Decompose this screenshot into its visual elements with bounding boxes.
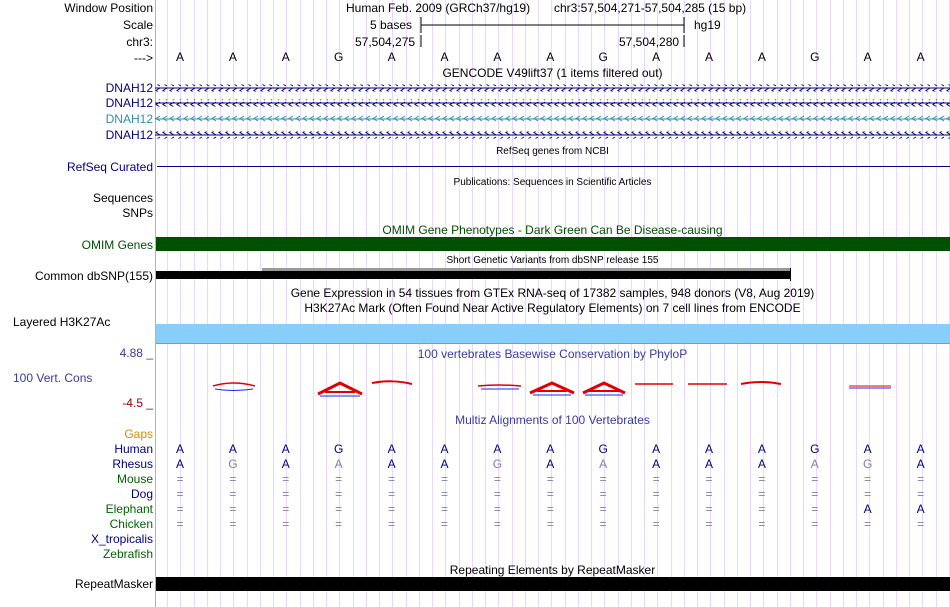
cons-max-label: 4.88 _ (119, 346, 153, 360)
alignment-base: A (228, 442, 237, 456)
gencode-track-title: GENCODE V49lift37 (1 items filtered out) (442, 66, 663, 80)
repeatmasker-track-label[interactable]: RepeatMasker (74, 577, 153, 591)
chr-label: chr3: (126, 35, 153, 49)
alignment-base: A (334, 457, 343, 471)
alignment-base: = (758, 487, 766, 501)
base-letter: A (704, 50, 713, 64)
alignment-base: A (440, 457, 449, 471)
base-letter: A (440, 50, 449, 64)
alignment-base: A (863, 502, 872, 516)
alignment-base: = (758, 517, 766, 531)
alignment-base: A (916, 442, 925, 456)
repeatmasker-bar[interactable] (156, 577, 950, 591)
alignment-base: A (916, 457, 925, 471)
phylop-track-title: 100 vertebrates Basewise Conservation by PhyloP (417, 347, 688, 361)
base-letter: A (863, 50, 872, 64)
alignment-base: = (440, 517, 448, 531)
h3k27ac-track-label[interactable]: Layered H3K27Ac (13, 315, 111, 329)
window-position: chr3:57,504,271-57,504,285 (15 bp) (554, 1, 747, 15)
species-label[interactable]: Chicken (109, 517, 153, 531)
alignment-base: = (388, 502, 396, 516)
alignment-base: A (704, 442, 713, 456)
snps-track-label[interactable]: SNPs (122, 206, 153, 220)
alignment-base: = (335, 487, 343, 501)
alignment-base: = (917, 517, 925, 531)
alignment-base: A (281, 442, 290, 456)
alignment-base: = (282, 472, 290, 486)
base-letter: A (387, 50, 396, 64)
alignment-base: = (599, 502, 607, 516)
alignment-base: = (335, 472, 343, 486)
alignment-base: = (599, 487, 607, 501)
alignment-base: = (546, 502, 554, 516)
alignment-base: = (229, 502, 237, 516)
alignment-base: A (440, 442, 449, 456)
alignment-base: = (493, 487, 501, 501)
alignment-base: = (758, 502, 766, 516)
alignment-base: = (652, 517, 660, 531)
alignment-base: A (175, 442, 184, 456)
assembly-name: Human Feb. 2009 (GRCh37/hg19) (346, 1, 531, 15)
alignment-base: = (599, 472, 607, 486)
alignment-base: = (546, 517, 554, 531)
alignment-base: A (493, 442, 502, 456)
gencode-gene-lines[interactable] (155, 80, 950, 142)
dbsnp-variant-end (790, 268, 791, 281)
alignment-base: = (388, 472, 396, 486)
cons-track-label[interactable]: 100 Vert. Cons (13, 371, 93, 385)
alignment-base: = (811, 502, 819, 516)
alignment-base: A (810, 457, 819, 471)
alignment-base: = (705, 517, 713, 531)
alignment-base: G (810, 442, 820, 456)
alignment-base: = (493, 472, 501, 486)
ruler-right-coord: 57,504,280 (619, 35, 680, 49)
gene-label-dnah12[interactable]: DNAH12 (105, 112, 153, 126)
species-label[interactable]: X_tropicalis (90, 532, 153, 546)
alignment-base: G (228, 457, 238, 471)
base-letter: A (493, 50, 502, 64)
strand-arrow-label: ---> (134, 51, 153, 65)
alignment-base: = (652, 472, 660, 486)
alignment-base: = (440, 502, 448, 516)
alignment-base: = (229, 487, 237, 501)
base-letter: A (281, 50, 290, 64)
refseq-track-label[interactable]: RefSeq Curated (66, 160, 153, 174)
alignment-base: A (281, 457, 290, 471)
alignment-base: = (546, 472, 554, 486)
alignment-base: A (863, 442, 872, 456)
alignment-base: = (282, 517, 290, 531)
base-letter: A (916, 50, 925, 64)
species-label[interactable]: Elephant (105, 502, 153, 516)
refseq-gene-line[interactable] (157, 166, 950, 167)
omim-feature-bar[interactable] (156, 237, 950, 251)
scale-db: hg19 (694, 18, 721, 32)
alignment-base: = (652, 502, 660, 516)
alignment-base: A (916, 502, 925, 516)
alignment-base: = (864, 472, 872, 486)
gene-label-dnah12[interactable]: DNAH12 (105, 128, 153, 142)
alignment-base: = (176, 517, 184, 531)
multiz-track-title: Multiz Alignments of 100 Vertebrates (455, 413, 650, 427)
alignment-base: A (175, 457, 184, 471)
alignment-base: = (493, 517, 501, 531)
refseq-track-title: RefSeq genes from NCBI (496, 146, 609, 157)
alignment-base: = (864, 517, 872, 531)
alignment-base: = (811, 517, 819, 531)
base-letter: A (757, 50, 766, 64)
base-letter: A (546, 50, 555, 64)
alignment-base: = (176, 502, 184, 516)
h3k27ac-track-title: H3K27Ac Mark (Often Found Near Active Regulatory Elements) on 7 cell lines from ENCODE (304, 301, 801, 315)
alignment-base: A (546, 457, 555, 471)
gtex-track-title: Gene Expression in 54 tissues from GTEx RNA-seq of 17382 samples, 948 donors (V8, Aug 2019) (290, 286, 815, 300)
alignment-base: A (704, 457, 713, 471)
alignment-base: A (387, 442, 396, 456)
sequences-track-label[interactable]: Sequences (92, 191, 153, 205)
h3k27ac-signal[interactable] (156, 324, 950, 344)
omim-track-title: OMIM Gene Phenotypes - Dark Green Can Be Disease-causing (382, 223, 723, 237)
gene-label-dnah12[interactable]: DNAH12 (105, 96, 153, 110)
alignment-base: = (705, 472, 713, 486)
repeatmasker-track-title: Repeating Elements by RepeatMasker (449, 563, 656, 577)
alignment-base: = (493, 502, 501, 516)
species-label[interactable]: Dog (130, 487, 153, 501)
base-letter: A (175, 50, 184, 64)
alignment-base: = (546, 487, 554, 501)
species-label[interactable]: Mouse (116, 472, 153, 486)
alignment-base: = (705, 502, 713, 516)
cons-min-label: -4.5 _ (122, 396, 153, 410)
species-label[interactable]: Rhesus (112, 457, 153, 471)
alignment-base: = (917, 487, 925, 501)
alignment-base: A (757, 442, 766, 456)
alignment-base: A (757, 457, 766, 471)
alignment-base: A (599, 457, 608, 471)
ruler-left-coord: 57,504,275 (355, 35, 416, 49)
alignment-base: = (440, 472, 448, 486)
phylop-logo-area[interactable] (155, 370, 950, 405)
alignment-base: G (863, 457, 873, 471)
alignment-base: = (335, 517, 343, 531)
window-position-label: Window Position (64, 1, 153, 15)
gene-label-dnah12[interactable]: DNAH12 (105, 81, 153, 95)
alignment-base: = (388, 517, 396, 531)
dbsnp-track-title: Short Genetic Variants from dbSNP release 155 (446, 255, 659, 266)
alignment-base: = (917, 472, 925, 486)
alignment-base: = (440, 487, 448, 501)
publications-track-title: Publications: Sequences in Scientific Articles (453, 177, 652, 188)
alignment-base: = (705, 487, 713, 501)
alignment-base: = (229, 472, 237, 486)
omim-track-label[interactable]: OMIM Genes (81, 238, 153, 252)
alignment-base: A (387, 457, 396, 471)
base-letter: G (334, 50, 344, 64)
base-letter: G (598, 50, 608, 64)
alignment-base: = (388, 487, 396, 501)
alignment-base: A (652, 457, 661, 471)
base-letter: A (228, 50, 237, 64)
alignment-base: G (334, 442, 344, 456)
alignment-base: = (282, 487, 290, 501)
alignment-base: = (652, 487, 660, 501)
scale-bases: 5 bases (370, 18, 413, 32)
dbsnp-variant-bar[interactable] (156, 271, 791, 279)
alignment-base: A (546, 442, 555, 456)
species-label[interactable]: Human (114, 442, 153, 456)
species-label[interactable]: Zebrafish (102, 547, 153, 561)
dbsnp-track-label[interactable]: Common dbSNP(155) (34, 269, 153, 283)
alignment-base: = (864, 487, 872, 501)
alignment-base: = (176, 472, 184, 486)
gaps-label[interactable]: Gaps (124, 427, 153, 441)
alignment-base: = (811, 487, 819, 501)
scale-label: Scale (122, 18, 153, 32)
alignment-base: A (652, 442, 661, 456)
alignment-base: = (599, 517, 607, 531)
alignment-base: = (229, 517, 237, 531)
alignment-base: = (335, 502, 343, 516)
alignment-base: = (176, 487, 184, 501)
alignment-base: G (598, 442, 608, 456)
alignment-base: = (282, 502, 290, 516)
alignment-base: = (811, 472, 819, 486)
alignment-base: = (758, 472, 766, 486)
alignment-base: G (492, 457, 503, 471)
base-letter: A (652, 50, 661, 64)
base-letter: G (810, 50, 820, 64)
